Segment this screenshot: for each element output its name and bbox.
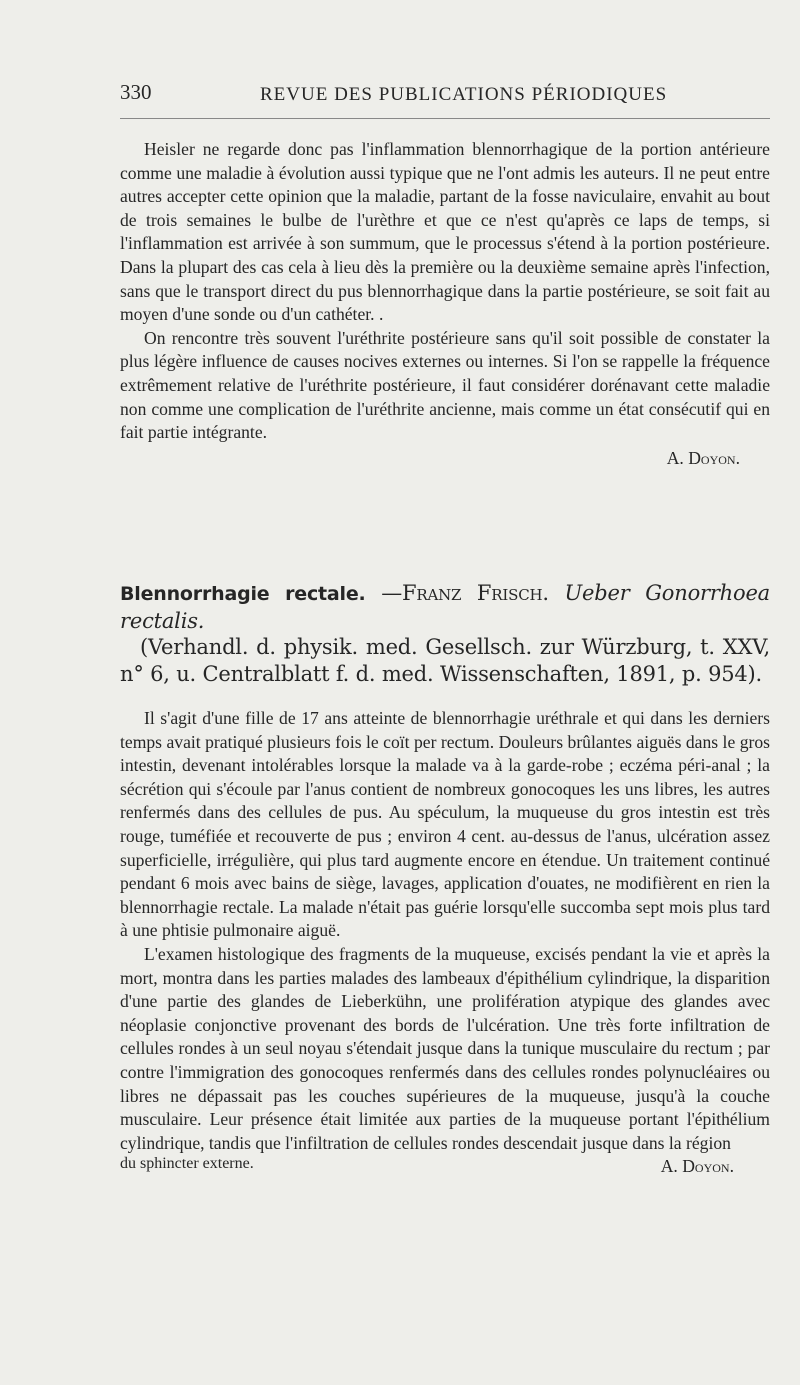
last-line-text: du sphincter externe. [120,1155,254,1173]
title-dash: — [365,581,403,605]
article-title [120,580,770,687]
signature: A. Doyon. [660,1156,734,1177]
header-rule [120,118,770,119]
paragraph: Heisler ne regarde donc pas l'inflammation blennorrhagique de la portion antérieure comme une maladie à évolution aussi typique que ne l'ont admis les auteurs. Il ne peut entre autres accepter cette opinion que la maladie, partant de la fosse naviculaire, envahit au bout de trois semaines le bulbe de l'urèthre et que ce n'est qu'après ce laps de temps, si l'inflammation est arrivée à son summum, que le processus s'étend à la portion postérieure. Dans la plupart des cas cela à lieu dès la première ou la deuxième semaine après l'infection, sans que le transport direct du pus blennorrhagique dans la partie postérieure, se soit fait au moyen d'une sonde ou d'un cathéter. . [120,139,770,325]
page-header [120,80,770,108]
paragraph: L'examen histologique des fragments de la muqueuse, excisés pendant la vie et après la mort, montra dans les parties malades des lambeaux d'épithélium cylindrique, la disparition d'une partie des glandes de Lieberkühn, une prolifération atypique des glandes avec néoplasie conjonctive provenant des bords de l'ulcération. Une très forte infiltration de cellules rondes à un seul noyau s'étendait jusque dans la tunique musculaire du rectum ; par contre l'immigration des gonocoques renfermés dans des cellules rondes polynucléaires ou libres ne dépassait pas les couches supérieures de la muqueuse, jusqu'à la couche musculaire. Leur présence était limitée aux parties de la muqueuse portant l'épithélium cylindrique, tandis que l'infiltration de cellules rondes descendait jusque dans la région [120,943,770,1153]
paragraph: Il s'agit d'une fille de 17 ans atteinte de blennorrhagie uréthrale et qui dans les derniers temps avait pratiqué plusieurs fois le coït per rectum. Douleurs brûlantes aiguës dans le gros intestin, devenant intolérables lorsque la malade va à la garde-robe ; eczéma péri-anal ; la sécrétion qui s'écoule par l'anus contient de nombreux gonocoques les uns libres, les autres renfermés dans des cellules de pus. Au spéculum, la muqueuse du gros intestin est très rouge, tuméfiée et recouverte de pus ; environ 4 cent. au-dessus de l'anus, ulcération assez superficielle, irrégulière, qui plus tard augmente encore en étendue. Un traitement continué pendant 6 mois avec bains de siège, lavages, application d'ouates, ne modifièrent en rien la blennorrhagie rectale. La malade n'était pas guérie lorsqu'elle succomba sept mois plus tard à une phtisie pulmonaire aiguë. [120,708,770,941]
title-italic: Ueber Gonorrhoea rectalis. [120,581,771,633]
signature: A. Doyon. [666,447,740,468]
closing-line [120,1155,770,1179]
page-number: 330 [120,80,152,104]
running-title: REVUE DES PUBLICATIONS PÉRIODIQUES [260,84,668,105]
section-blennorrhagie-rectale [120,580,770,1179]
paragraph: On rencontre très souvent l'uréthrite postérieure sans qu'il soit possible de constater la plus légère influence de causes nocives externes ou internes. Si l'on se rappelle la fréquence extrêmement relative de l'uréthrite postérieure, il faut considérer dorénavant cette maladie non comme une complication de l'uréthrite ancienne, mais comme un état consécutif qui en fait partie intégrante. [120,327,770,443]
title-bold: Blennorrhagie rectale. [120,583,366,605]
section-heisler [120,138,770,470]
title-citation: (Verhandl. d. physik. med. Gesellsch. zur Würzburg, t. XXV, n° 6, u. Centralblatt f. d. med. Wissenschaften, 1891, p. 954). [120,635,770,686]
title-author: Franz Frisch. [402,581,549,605]
